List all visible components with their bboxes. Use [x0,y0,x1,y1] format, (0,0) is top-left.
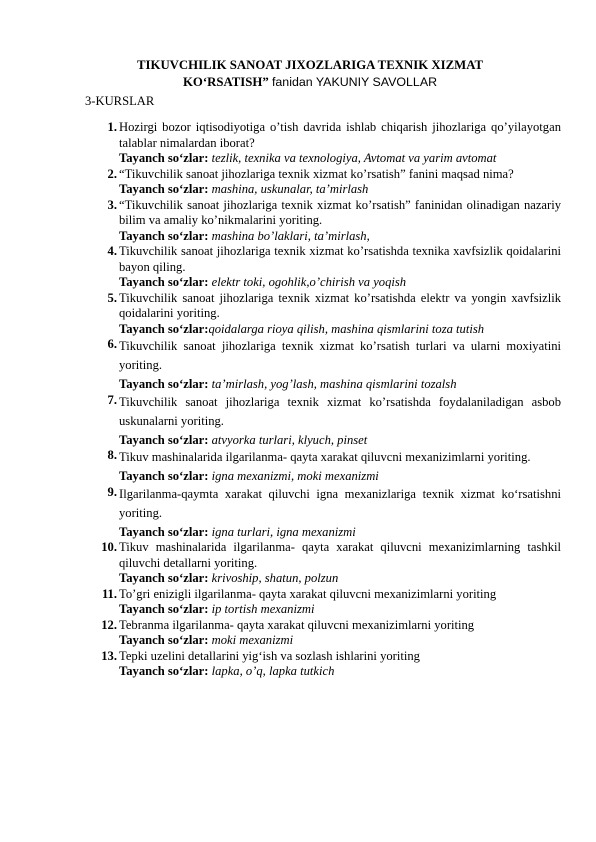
answer-line [119,182,561,198]
answer-keywords: tezlik, texnika va texnologiya, Avtomat va yarim avtomat [211,151,497,165]
question-text: Tebranma ilgarilanma- qayta xarakat qiluvcni mexanizimlarni yoriting [119,617,475,632]
answer-line [119,151,561,167]
question-body [119,587,561,618]
answer-label: Tayanch so‘zlar: [119,275,209,289]
answer-label: Tayanch so‘zlar: [119,469,209,483]
answer-label: Tayanch so‘zlar: [119,571,209,585]
course-label: 3-KURSLAR [85,94,155,108]
question-body [119,540,561,587]
question-number: 1. [107,120,117,134]
question-body [119,485,561,541]
answer-keywords: mashina bo’laklari, ta’mirlash, [211,228,370,243]
answer-line [119,322,561,338]
question-body [119,291,561,338]
question-item [85,337,561,393]
question-body [119,337,561,393]
question-item [85,393,561,449]
question-item [85,291,561,338]
question-body [119,167,561,198]
question-text: “Tikuvchilik sanoat jihozlariga texnik xizmat ko’rsatish” fanini maqsad nima? [119,166,514,181]
question-number: 8. [107,448,117,462]
question-number: 9. [107,484,117,499]
question-text: Tikuv mashinalarida ilgarilanma- qayta xarakat qiluvcni mexanizimlarni yoriting. [119,450,531,464]
question-body [119,618,561,649]
question-text: Tikuvchilik sanoat jihozlariga texnik xizmat ko’rsatishda foydalaniladigan asbob uskunalarni yoriting. [119,394,561,428]
answer-label: Tayanch so‘zlar: [119,432,209,447]
question-number: 13. [101,648,117,663]
question-text: Ilgarilanma-qaymta xarakat qiluvchi igna mexanizlariga texnik xizmat ko‘rsatishni yoriting. [119,486,561,520]
question-item [85,198,561,245]
answer-keywords: moki mexanizmi [211,633,294,647]
question-number: 4. [107,244,117,258]
question-text: Tikuv mashinalarida ilgarilanma- qayta xarakat qiluvcni mexanizimlarning tashkil qiluvchi detallarni yoriting. [119,540,561,570]
answer-keywords: lapka, o’q, lapka tutkich [211,664,335,678]
answer-label: Tayanch so‘zlar: [119,524,209,539]
question-text: To’gri enizigli ilgarilanma- qayta xarakat qiluvcni mexanizimlarni yoriting [119,586,497,601]
question-text: Tepki uzelini detallarini yig‘ish va sozlash ishlarini yoriting [119,648,420,663]
answer-keywords: mashina, uskunalar, ta’mirlash [211,182,369,196]
question-number: 7. [107,392,117,407]
question-text: Hozirgi bozor iqtisodiyotiga o’tish davrida ishlab chiqarish jihozlariga qo’yilayotgan talablar nimalardan iborat? [119,120,561,150]
answer-keywords: atvyorka turlari, klyuch, pinset [211,432,368,447]
answer-label: Tayanch so‘zlar: [119,633,209,647]
question-item [85,587,561,618]
answer-keywords: igna mexanizmi, moki mexanizmi [211,469,379,483]
question-item [85,448,561,485]
answer-keywords: igna turlari, igna mexanizmi [211,524,356,539]
title-line-2-bold: KO‘RSATISH” [182,75,269,89]
title-line-2-subtitle: fanidan YAKUNIY SAVOLLAR [271,75,438,89]
question-list [85,120,561,680]
answer-line [119,433,561,449]
answer-keywords: krivoship, shatun, polzun [211,571,339,585]
question-body [119,393,561,449]
answer-line [119,633,561,649]
question-number: 2. [107,166,117,181]
question-item [85,244,561,291]
question-body [119,120,561,167]
question-number: 11. [101,586,117,601]
question-body [119,198,561,245]
answer-label: Tayanch so‘zlar: [119,151,209,165]
question-number: 10. [101,540,117,554]
question-item [85,649,561,680]
answer-line [119,571,561,587]
question-number: 12. [101,617,117,632]
question-body [119,448,561,485]
question-text: Tikuvchilik sanoat jihozlariga texnik xizmat ko’rsatish turlari va ularni moxiyatini yoriting. [119,339,561,372]
answer-label: Tayanch so‘zlar: [119,377,209,391]
answer-keywords: ip tortish mexanizmi [211,602,315,616]
question-text: Tikuvchilik sanoat jihozlariga texnik xizmat ko’rsatishda texnika xavfsizlik qoidalarini bayon qiling. [119,244,561,274]
answer-label: Tayanch so‘zlar: [119,602,209,616]
question-text: “Tikuvchilik sanoat jihozlariga texnik xizmat ko’rsatish” faninidan olinadigan nazariy bilim va amaliy ko’nikmalarini yoriting. [119,197,561,227]
answer-label: Tayanch so‘zlar: [119,664,209,678]
answer-label: Tayanch so‘zlar: [119,182,209,196]
answer-keywords: elektr toki, ogohlik,o’chirish va yoqish [211,275,407,289]
question-item [85,485,561,541]
document-title [100,57,520,91]
title-line-2 [100,74,520,91]
answer-keywords: qoidalarga rioya qilish, mashina qismlarini toza tutish [208,321,485,336]
question-body [119,649,561,680]
answer-label: Tayanch so‘zlar: [119,321,209,336]
answer-line [119,229,561,245]
question-text: Tikuvchilik sanoat jihozlariga texnik xizmat ko’rsatishda elektr va yongin xavfsizlik qoidalarini yoriting. [119,290,561,320]
question-item [85,167,561,198]
answer-line [119,525,561,541]
question-number: 3. [107,197,117,212]
answer-line [119,664,561,680]
answer-line [119,469,561,485]
question-number: 6. [107,337,117,351]
title-line-1: TIKUVCHILIK SANOAT JIXOZLARIGA TEXNIK XIZMAT [136,58,484,72]
question-body [119,244,561,291]
question-number: 5. [107,290,117,305]
answer-line [119,602,561,618]
answer-line [119,275,561,291]
question-item [85,540,561,587]
answer-label: Tayanch so‘zlar: [119,228,209,243]
question-item [85,618,561,649]
answer-line [119,377,561,393]
answer-keywords: ta’mirlash, yog’lash, mashina qismlarini tozalsh [211,377,457,391]
question-item [85,120,561,167]
